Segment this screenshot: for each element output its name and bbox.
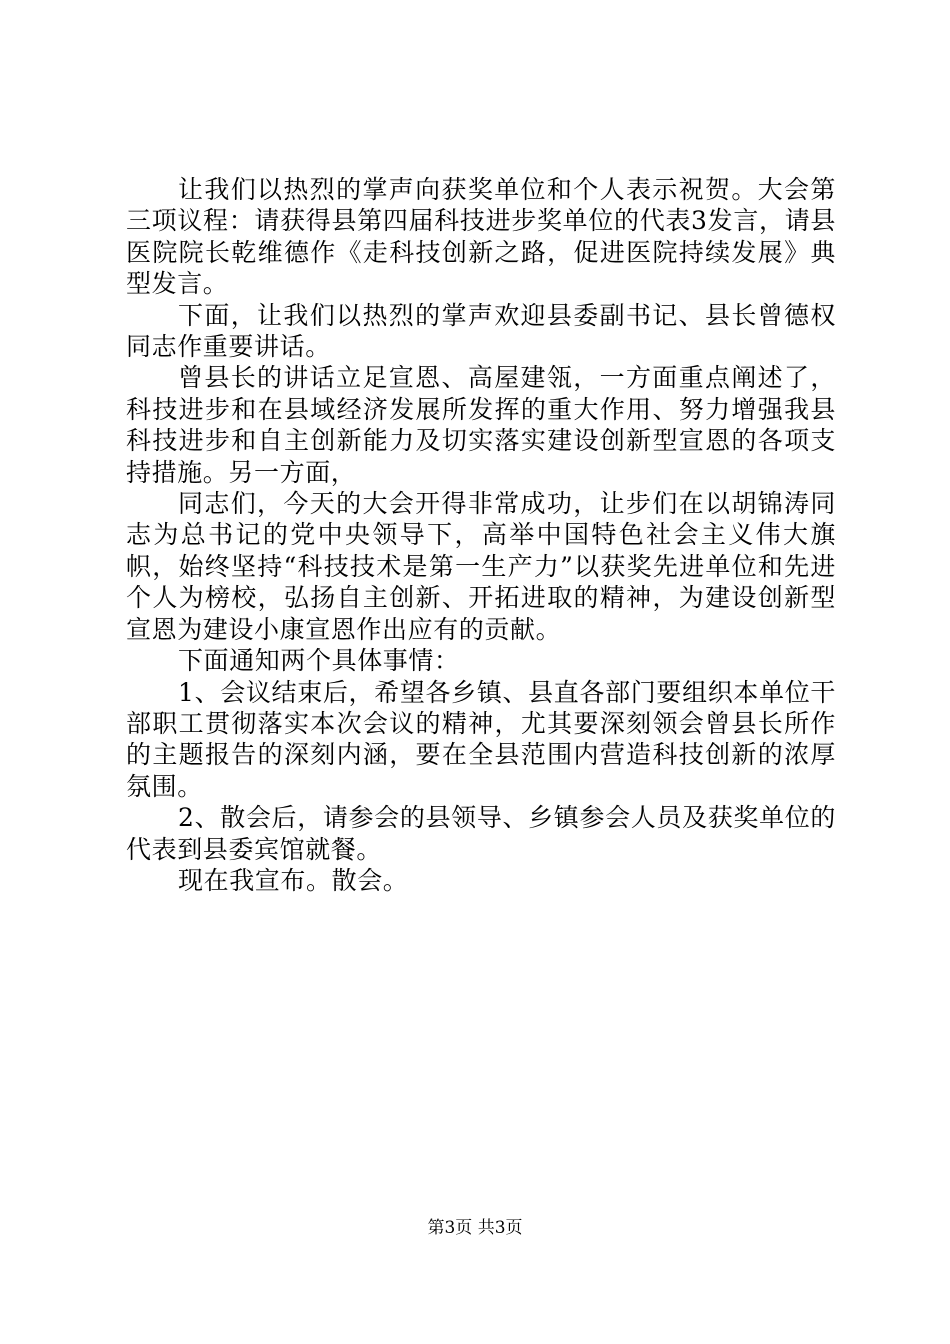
paragraph-welcome-speech: 下面，让我们以热烈的掌声欢迎县委副书记、县长曾德权同志作重要讲话。 <box>126 300 836 362</box>
paragraph-notice-intro: 下面通知两个具体事情： <box>178 646 460 676</box>
page-number-footer: 第3页 共3页 <box>427 1218 523 1238</box>
paragraph-adjournment: 现在我宣布。散会。 <box>178 865 409 895</box>
paragraph-notice-item-1: 1、会议结束后，希望各乡镇、县直各部门要组织本单位干部职工贯彻落实本次会议的精神，尤其要深刻领会曾县长所作的主题报告的深刻内涵，要在全县范围内营造科技创新的浓厚氛围。 <box>126 677 836 801</box>
paragraph-congratulations: 让我们以热烈的掌声向获奖单位和个人表示祝贺。大会第三项议程：请获得县第四届科技进步奖单位的代表3发言，请县医院院长乾维德作《走科技创新之路，促进医院持续发展》典型发言。 <box>126 175 836 299</box>
paragraph-closing-remarks: 同志们，今天的大会开得非常成功，让步们在以胡锦涛同志为总书记的党中央领导下，高举中国特色社会主义伟大旗帜，始终坚持“科技技术是第一生产力”以获奖先进单位和先进个人为榜校，弘扬自主创新、开拓进取的精神，为建设创新型宣恩为建设小康宣恩作出应有的贡献。 <box>126 489 836 644</box>
paragraph-notice-item-2: 2、散会后，请参会的县领导、乡镇参会人员及获奖单位的代表到县委宾馆就餐。 <box>126 803 836 864</box>
document-body <box>126 174 836 896</box>
paragraph-speech-summary: 曾县长的讲话立足宣恩、高屋建瓴，一方面重点阐述了，科技进步和在县域经济发展所发挥的重大作用、努力增强我县科技进步和自主创新能力及切实落实建设创新型宣恩的各项支持措施。另一方面， <box>126 363 836 487</box>
